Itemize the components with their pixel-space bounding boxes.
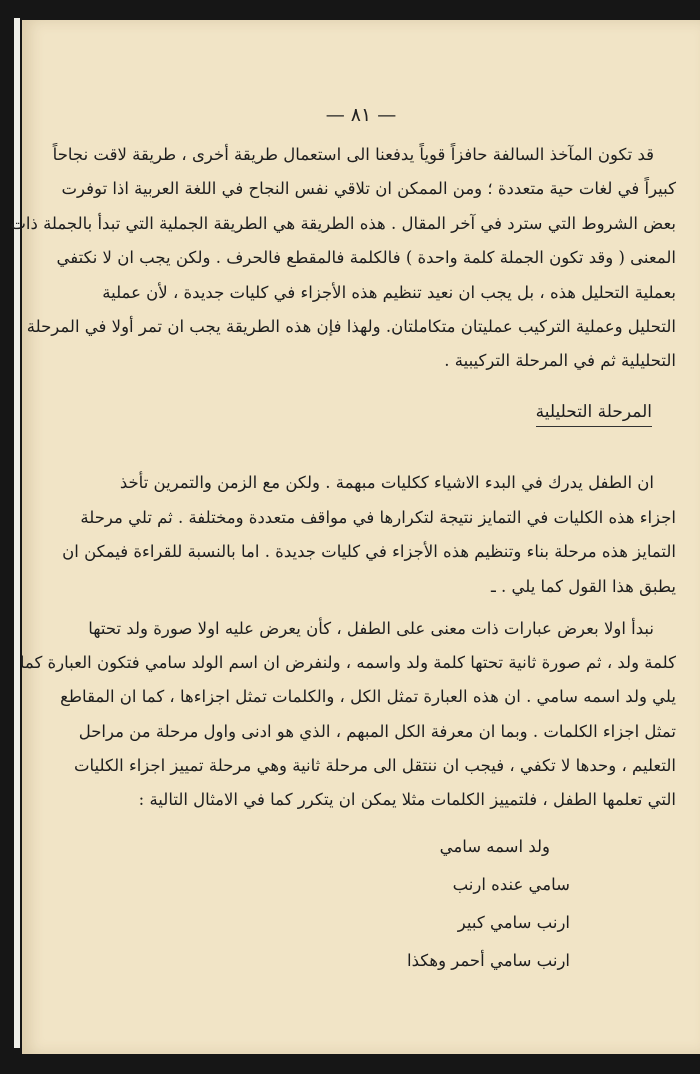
text-line: تمثل اجزاء الكلمات . وبما ان معرفة الكل المبهم ، الذي هو ادنى واول مرحلة من مراحل <box>78 721 676 741</box>
text-line: بعملية التحليل هذه ، بل يجب ان نعيد تنظيم هذه الأجزاء في كليات جديدة ، لأن عملية <box>102 282 676 302</box>
example-line: ارنب سامي أحمر وهكذا <box>407 951 570 970</box>
text-line: المعنى ( وقد تكون الجملة كلمة واحدة ) فالكلمة فالمقطع فالحرف . ولكن يجب ان لا نكتفي <box>56 248 676 268</box>
text-line: التمايز هذه مرحلة بناء وتنظيم هذه الأجزاء في كليات جديدة . اما بالنسبة للقراءة فيمكن ان <box>62 542 676 562</box>
section-heading: المرحلة التحليلية <box>536 402 652 427</box>
text-line: اجزاء هذه الكليات في التمايز نتيجة لتكرارها في مواقف متعددة ومختلفة . ثم تلي مرحلة <box>80 507 676 527</box>
text-line: قد تكون المآخذ السالفة حافزاً قوياً يدفعنا الى استعمال طريقة أخرى ، طريقة لاقت نجاحاً <box>52 145 654 164</box>
text-line: بعض الشروط التي سترد في آخر المقال . هذه الطريقة هي الطريقة الجملية التي تبدأ بالجملة ذات <box>10 213 676 233</box>
paragraph-analysis <box>62 466 676 604</box>
text-line: التي تعلمها الطفل ، فلتمييز الكلمات مثلا يمكن ان يتكرر كما في الامثال التالية : <box>138 790 676 810</box>
paragraph-intro <box>10 138 676 379</box>
text-line: كلمة ولد ، ثم صورة ثانية تحتها كلمة ولد واسمه ، ولنفرض ان اسم الولد سامي فتكون العبارة كما <box>19 653 676 673</box>
example-line: سامي عنده ارنب <box>452 875 570 894</box>
example-line: ارنب سامي كبير <box>457 913 570 932</box>
text-line: التعليم ، وحدها لا تكفي ، فيجب ان ننتقل الى مرحلة ثانية وهي مرحلة تمييز اجزاء الكليات <box>73 755 676 775</box>
paragraph-method <box>19 612 676 817</box>
text-line: كبيراً في لغات حية متعددة ؛ ومن الممكن ان تلاقي نفس النجاح في اللغة العربية اذا توفرت <box>61 179 676 199</box>
text-line: يطبق هذا القول كما يلي . ـ <box>490 576 676 596</box>
book-page <box>10 20 700 1054</box>
text-line: ان الطفل يدرك في البدء الاشياء ككليات مبهمة . ولكن مع الزمن والتمرين تأخذ <box>119 473 654 492</box>
binding-edge <box>14 18 20 1048</box>
text-line: نبدأ اولا بعرض عبارات ذات معنى على الطفل ، كأن يعرض عليه اولا صورة ولد تحتها <box>88 619 654 638</box>
example-list <box>350 828 570 980</box>
text-line: التحليل وعملية التركيب عمليتان متكاملتان. ولهذا فإن هذه الطريقة يجب ان تمر أولا في المرحلة <box>26 317 676 337</box>
page-number: — ٨١ — <box>325 104 397 126</box>
example-line: ولد اسمه سامي <box>439 837 550 856</box>
text-line: التحليلية ثم في المرحلة التركيبية . <box>444 351 676 371</box>
text-line: يلي ولد اسمه سامي . ان هذه العبارة تمثل الكل ، والكلمات تمثل اجزاءها ، كما ان المقاطع <box>60 687 676 707</box>
